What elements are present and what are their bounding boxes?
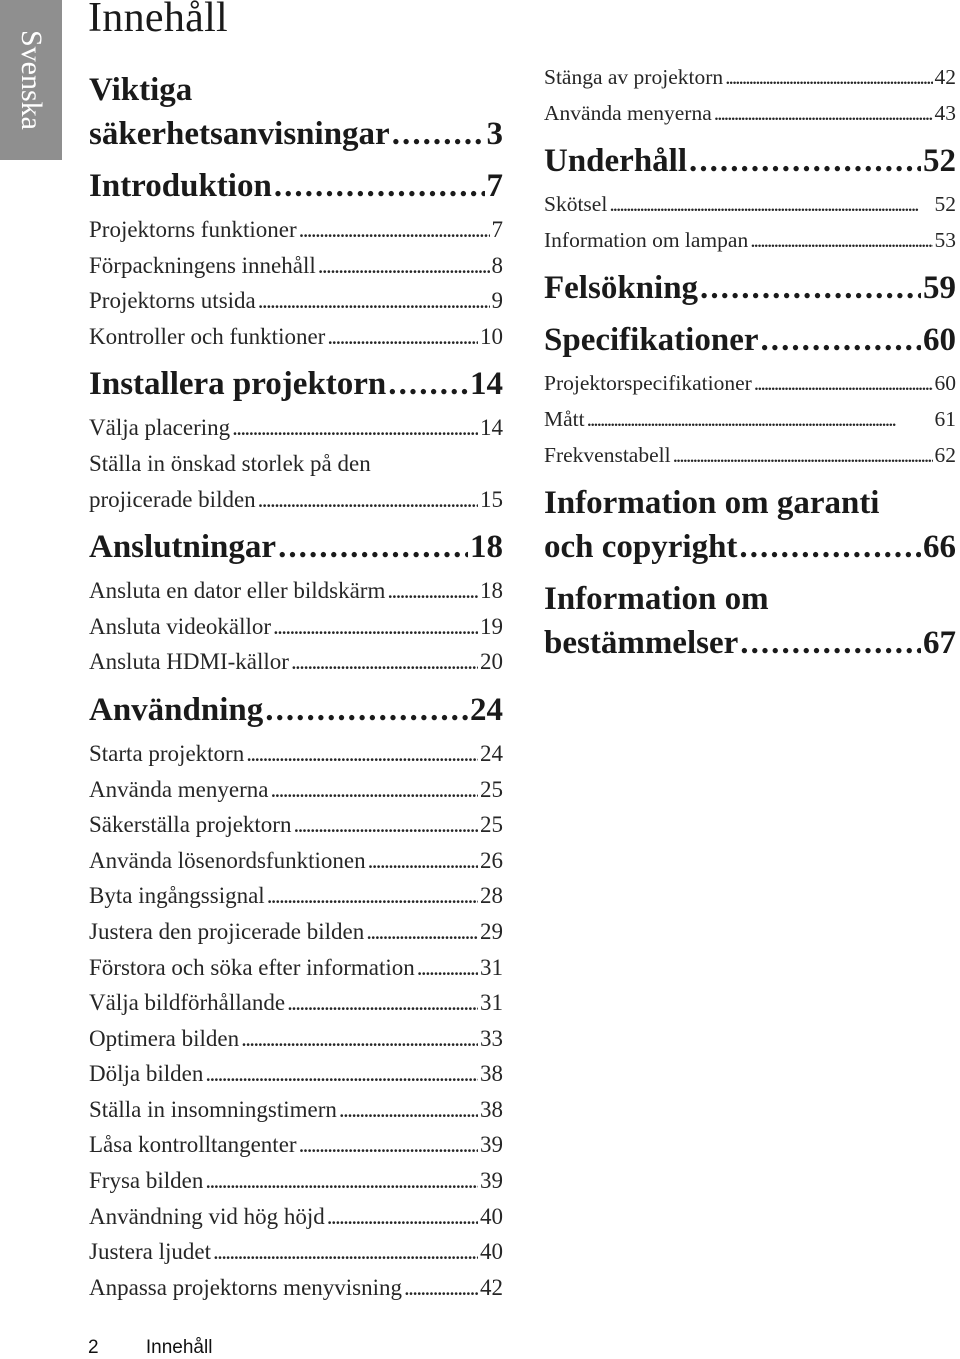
toc-page-number: 33: [480, 1025, 503, 1051]
toc-page-number: 38: [480, 1096, 503, 1122]
dot-leader: [339, 1092, 478, 1128]
toc-page-number: 20: [480, 649, 503, 675]
language-tab-label: Svenska: [15, 30, 48, 130]
toc-sub-label: Ansluta HDMI-källor: [89, 649, 289, 675]
toc-sub-entry[interactable]: [89, 1234, 503, 1270]
dot-leader: [392, 112, 485, 156]
toc-sub-label: Välja bildförhållande: [89, 990, 286, 1016]
toc-heading-entry[interactable]: [89, 362, 503, 406]
toc-sub-label: Använda menyerna: [89, 776, 269, 802]
dot-leader: [293, 807, 478, 843]
toc-page-number: 7: [486, 168, 503, 204]
toc-sub-entry[interactable]: [89, 1270, 503, 1306]
toc-page-number: 38: [480, 1061, 503, 1087]
toc-sub-entry[interactable]: [89, 1127, 503, 1163]
toc-sub-label: Välja placering: [89, 415, 231, 441]
dot-leader: [287, 985, 478, 1021]
toc-page-number: 60: [934, 371, 956, 396]
page-title: Innehåll: [88, 0, 229, 41]
toc-sub-label: Information om lampan: [544, 227, 749, 252]
dot-leader: [318, 248, 490, 284]
toc-page-number: 26: [480, 847, 503, 873]
toc-heading-row: [89, 164, 503, 208]
toc-page-number: 9: [491, 288, 503, 314]
toc-page-number: 31: [480, 954, 503, 980]
toc-sub-entry[interactable]: [89, 878, 503, 914]
toc-page-number: 43: [934, 100, 956, 125]
toc-sub-entry[interactable]: [89, 985, 503, 1021]
dot-leader: [291, 644, 478, 680]
toc-heading-entry[interactable]: [89, 688, 503, 732]
toc-sub-label: Säkerställa projektorn: [89, 812, 292, 838]
dot-leader: [387, 573, 478, 609]
toc-sub-label: Projektorns funktioner: [89, 217, 297, 242]
dot-leader: [700, 266, 921, 310]
toc-right-column: [544, 60, 956, 669]
toc-sub-label: Optimera bilden: [89, 1025, 240, 1051]
dot-leader: [205, 1056, 478, 1092]
toc-sub-entry[interactable]: [544, 60, 956, 96]
toc-page-number: 40: [480, 1203, 503, 1229]
toc-sub-entry[interactable]: [89, 807, 503, 843]
toc-heading-label: Felsökning: [544, 270, 699, 307]
toc-page-number: 18: [470, 529, 503, 566]
toc-page-number: 60: [923, 322, 956, 359]
toc-sub-entry[interactable]: [89, 736, 503, 772]
toc-sub-entry[interactable]: [544, 438, 956, 474]
toc-sub-label: Mått: [544, 406, 585, 431]
toc-heading-label: bestämmelser: [544, 625, 739, 662]
toc-page-number: 39: [480, 1132, 503, 1158]
toc-sub-entry[interactable]: [89, 446, 503, 517]
toc-heading-label: och copyright: [544, 529, 738, 566]
toc-sub-entry[interactable]: [544, 223, 956, 259]
toc-sub-label: Anpassa projektorns menyvisning: [89, 1274, 403, 1300]
toc-sub-label: Använda lösenordsfunktionen: [89, 847, 366, 873]
toc-sub-label: Förstora och söka efter information: [89, 954, 415, 980]
toc-page-number: 62: [934, 442, 956, 467]
toc-sub-entry[interactable]: [89, 212, 503, 248]
dot-leader: [689, 139, 921, 183]
toc-sub-entry[interactable]: [89, 1199, 503, 1235]
dot-leader: [274, 164, 485, 208]
dot-leader: [246, 736, 478, 772]
toc-sub-label: Förpackningens innehåll: [89, 252, 316, 278]
toc-sub-entry[interactable]: [89, 644, 503, 680]
dot-leader: [609, 187, 932, 223]
dot-leader: [258, 283, 490, 319]
toc-sub-entry[interactable]: [89, 1021, 503, 1057]
toc-page-number: 8: [491, 252, 503, 278]
toc-page-number: 15: [480, 486, 503, 512]
toc-sub-entry[interactable]: [89, 1163, 503, 1199]
dot-leader: [368, 843, 478, 879]
toc-sub-line: Ställa in önskad storlek på den: [89, 450, 371, 476]
toc-heading-label: Användning: [89, 691, 264, 728]
dot-leader: [327, 1199, 478, 1235]
toc-sub-entry[interactable]: [89, 573, 503, 609]
toc-page-number: 67: [923, 625, 956, 662]
toc-heading-line: Information om: [544, 581, 769, 618]
toc-sub-entry[interactable]: [89, 609, 503, 645]
toc-sub-label: Justera den projicerade bilden: [89, 918, 365, 944]
toc-heading-entry[interactable]: [544, 266, 956, 310]
toc-sub-label: Projektorspecifikationer: [544, 371, 752, 396]
toc-heading-label: Underhåll: [544, 143, 688, 180]
footer-page-number: 2: [88, 1337, 99, 1358]
dot-leader: [760, 318, 921, 362]
toc-sub-entry[interactable]: [89, 319, 503, 355]
toc-sub-entry[interactable]: [89, 914, 503, 950]
toc-page-number: 61: [934, 406, 956, 431]
dot-leader: [740, 621, 921, 665]
toc-sub-label: Dölja bilden: [89, 1061, 204, 1087]
toc-heading-label: Installera projektorn: [89, 366, 387, 403]
toc-page-number: 40: [480, 1239, 503, 1265]
toc-heading-row: [89, 362, 503, 406]
toc-page-number: 66: [923, 529, 956, 566]
toc-sub-label: Skötsel: [544, 192, 608, 217]
dot-leader: [739, 525, 921, 569]
toc-page-number: 10: [480, 323, 503, 349]
dot-leader: [258, 482, 478, 518]
toc-page-number: 14: [470, 366, 503, 403]
toc-heading-row: [544, 266, 956, 310]
toc-heading-row: [89, 525, 503, 569]
toc-sub-entry[interactable]: [544, 402, 956, 438]
toc-heading-label: Specifikationer: [544, 322, 759, 359]
dot-leader: [750, 223, 932, 259]
toc-sub-label: Ansluta videokällor: [89, 613, 272, 639]
toc-sub-entry[interactable]: [89, 950, 503, 986]
toc-heading-label: säkerhetsanvisningar: [89, 116, 390, 152]
toc-heading-label: Anslutningar: [89, 529, 277, 566]
dot-leader: [388, 362, 468, 406]
toc-heading-line: Information om garanti: [544, 485, 880, 522]
toc-page-number: 42: [480, 1274, 503, 1300]
dot-leader: [404, 1270, 478, 1306]
toc-sub-label: Ansluta en dator eller bildskärm: [89, 578, 386, 604]
dot-leader: [587, 402, 933, 438]
dot-leader: [241, 1021, 478, 1057]
dot-leader: [299, 212, 490, 248]
toc-heading-line: Viktiga: [89, 72, 193, 108]
toc-sub-label: Justera ljudet: [89, 1239, 211, 1265]
toc-heading-row: [544, 139, 956, 183]
toc-page-number: 7: [491, 217, 503, 242]
toc-sub-label: Låsa kontrolltangenter: [89, 1132, 297, 1158]
toc-sub-entry[interactable]: [89, 283, 503, 319]
toc-sub-entry[interactable]: [89, 772, 503, 808]
toc-sub-label: Kontroller och funktioner: [89, 323, 326, 349]
toc-page-number: 28: [480, 883, 503, 909]
toc-heading-entry[interactable]: [89, 68, 503, 156]
dot-leader: [273, 609, 478, 645]
toc-sub-entry[interactable]: [544, 366, 956, 402]
toc-sub-entry[interactable]: [89, 410, 503, 446]
toc-sub-label: Stänga av projektorn: [544, 65, 724, 89]
toc-sub-entry[interactable]: [89, 1056, 503, 1092]
toc-heading-row: [544, 525, 956, 569]
dot-leader: [366, 914, 478, 950]
toc-sub-label: Byta ingångssignal: [89, 883, 265, 909]
toc-heading-row: [544, 621, 956, 665]
toc-sub-entry[interactable]: [89, 1092, 503, 1128]
toc-page-number: 53: [934, 227, 956, 252]
page-footer: [88, 1337, 212, 1359]
dot-leader: [205, 1163, 478, 1199]
toc-sub-label: Användning vid hög höjd: [89, 1203, 325, 1229]
toc-page-number: 42: [934, 65, 956, 89]
toc-page-number: 52: [923, 143, 956, 180]
toc-heading-row: [544, 318, 956, 362]
toc-page-number: 24: [470, 691, 503, 728]
toc-page-number: 18: [480, 578, 503, 604]
toc-left-column: [89, 60, 503, 1305]
toc-page-number: 52: [934, 192, 956, 217]
toc-heading-label: Introduktion: [89, 168, 272, 204]
toc-heading-row: [89, 112, 503, 156]
toc-sub-entry[interactable]: [89, 843, 503, 879]
toc-page-number: 3: [486, 116, 503, 152]
toc-sub-label: Starta projektorn: [89, 740, 245, 766]
toc-sub-label: Frekvenstabell: [544, 442, 671, 467]
dot-leader: [213, 1234, 478, 1270]
toc-page-number: 31: [480, 990, 503, 1016]
footer-section: Innehåll: [145, 1337, 213, 1358]
toc-sub-entry[interactable]: [544, 96, 956, 132]
toc-page-number: 29: [480, 918, 503, 944]
toc-heading-entry[interactable]: [544, 481, 956, 569]
toc-sub-entry[interactable]: [544, 187, 956, 223]
dot-leader: [278, 525, 468, 569]
toc-page-number: 24: [480, 740, 503, 766]
dot-leader: [754, 366, 933, 402]
dot-leader: [299, 1127, 478, 1163]
toc-page-number: 25: [480, 812, 503, 838]
toc-heading-entry[interactable]: [544, 139, 956, 183]
toc-sub-row: [89, 482, 503, 518]
toc-sub-label: Ställa in insomningstimern: [89, 1096, 337, 1122]
toc-heading-entry[interactable]: [89, 164, 503, 208]
dot-leader: [725, 60, 932, 96]
toc-sub-label: Projektorns utsida: [89, 288, 256, 314]
dot-leader: [232, 410, 478, 446]
dot-leader: [714, 96, 933, 132]
toc-heading-entry[interactable]: [544, 577, 956, 665]
toc-heading-entry[interactable]: [544, 318, 956, 362]
toc-sub-label: Använda menyerna: [544, 100, 712, 125]
toc-page-number: 39: [480, 1168, 503, 1194]
toc-sub-label: projicerade bilden: [89, 486, 256, 512]
toc-heading-entry[interactable]: [89, 525, 503, 569]
toc-page-number: 59: [923, 270, 956, 307]
dot-leader: [327, 319, 478, 355]
dot-leader: [270, 772, 478, 808]
toc-heading-row: [89, 688, 503, 732]
dot-leader: [417, 950, 478, 986]
toc-sub-label: Frysa bilden: [89, 1168, 204, 1194]
toc-sub-entry[interactable]: [89, 248, 503, 284]
dot-leader: [267, 878, 478, 914]
toc-page-number: 25: [480, 776, 503, 802]
language-tab: [0, 0, 62, 160]
toc-page-number: 19: [480, 613, 503, 639]
dot-leader: [265, 688, 468, 732]
toc-page-number: 14: [480, 415, 503, 441]
dot-leader: [673, 438, 933, 474]
